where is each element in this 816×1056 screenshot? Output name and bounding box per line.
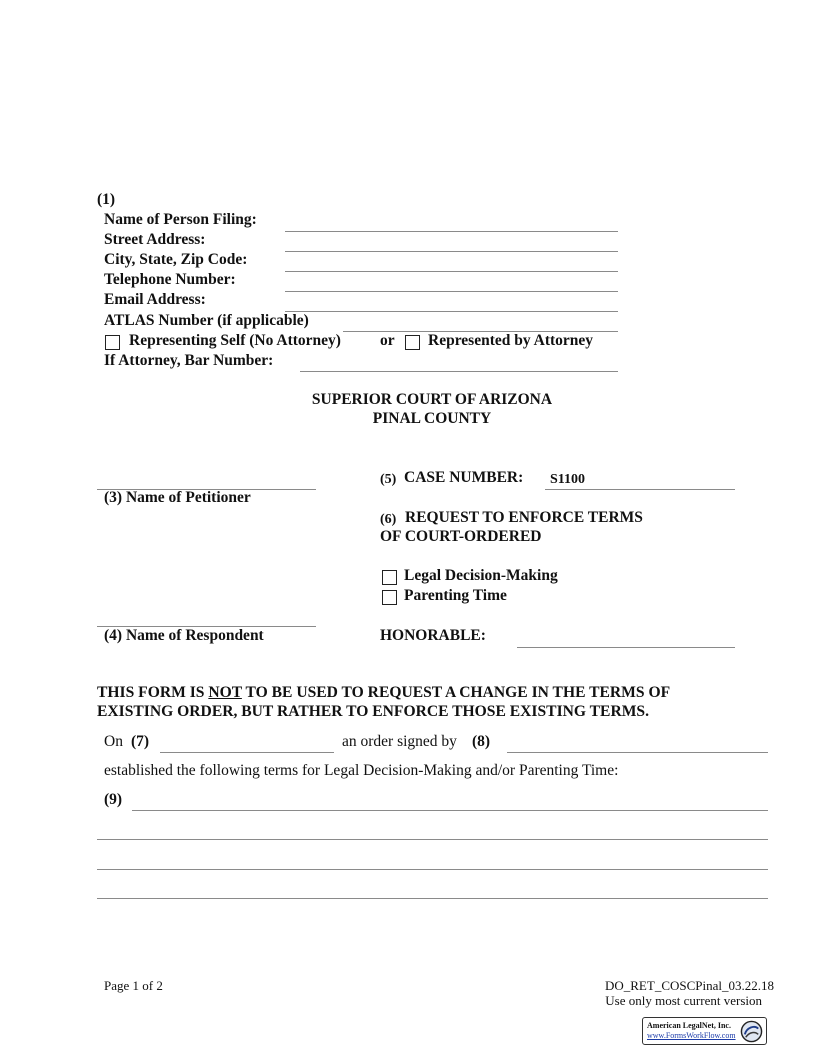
item-9: (9) xyxy=(104,791,123,808)
bar-label: If Attorney, Bar Number: xyxy=(104,352,274,369)
item-8: (8) xyxy=(472,733,491,750)
bar-field[interactable] xyxy=(300,371,618,372)
globe-icon xyxy=(740,1020,763,1043)
petitioner-label: (3) Name of Petitioner xyxy=(104,489,251,506)
case-number-label: CASE NUMBER: xyxy=(404,469,524,486)
phone-field[interactable] xyxy=(285,291,618,292)
ldm-checkbox[interactable] xyxy=(382,570,397,585)
atlas-label: ATLAS Number (if applicable) xyxy=(104,312,309,329)
city-field[interactable] xyxy=(285,271,618,272)
notice-not: NOT xyxy=(208,684,242,701)
self-checkbox[interactable] xyxy=(105,335,120,350)
item-number-1: (1) xyxy=(97,191,116,208)
case-number-num: (5) xyxy=(380,472,397,487)
email-field[interactable] xyxy=(285,311,618,312)
version-note: Use only most current version xyxy=(605,993,762,1008)
street-label: Street Address: xyxy=(104,231,206,248)
notice-line1 xyxy=(97,684,670,702)
city-label: City, State, Zip Code: xyxy=(104,251,248,268)
honorable-field[interactable] xyxy=(517,647,735,648)
attorney-label: Represented by Attorney xyxy=(428,332,594,349)
pt-label: Parenting Time xyxy=(404,587,507,604)
terms-line-3[interactable] xyxy=(97,869,768,870)
court-county: PINAL COUNTY xyxy=(372,410,492,427)
self-label: Representing Self (No Attorney) xyxy=(129,332,341,349)
notice-part2: TO BE USED TO REQUEST A CHANGE IN THE TERMS OF xyxy=(241,684,671,701)
respondent-label: (4) Name of Respondent xyxy=(104,627,264,644)
case-number-value[interactable]: S1100 xyxy=(550,472,586,487)
order-date-field[interactable] xyxy=(160,752,334,753)
item-7: (7) xyxy=(131,733,150,750)
ldm-label: Legal Decision-Making xyxy=(404,567,558,584)
pt-checkbox[interactable] xyxy=(382,590,397,605)
street-field[interactable] xyxy=(285,251,618,252)
case-number-field xyxy=(545,489,735,490)
american-legalnet-logo[interactable] xyxy=(642,1017,767,1045)
logo-company: American LegalNet, Inc. xyxy=(647,1021,731,1030)
name-label: Name of Person Filing: xyxy=(104,211,257,228)
request-title-line2: OF COURT-ORDERED xyxy=(380,528,542,545)
form-code: DO_RET_COSCPinal_03.22.18 xyxy=(604,978,774,993)
terms-line-2[interactable] xyxy=(97,839,768,840)
on-text: On xyxy=(104,733,123,750)
phone-label: Telephone Number: xyxy=(104,271,236,288)
request-title-line1: REQUEST TO ENFORCE TERMS xyxy=(405,509,643,526)
email-label: Email Address: xyxy=(104,291,206,308)
terms-line-4[interactable] xyxy=(97,898,768,899)
court-name: SUPERIOR COURT OF ARIZONA xyxy=(311,391,553,408)
or-text: or xyxy=(380,332,395,349)
notice-line2: EXISTING ORDER, BUT RATHER TO ENFORCE THOSE EXISTING TERMS. xyxy=(97,703,649,720)
judge-name-field[interactable] xyxy=(507,752,768,753)
name-field[interactable] xyxy=(285,231,618,232)
notice-part1: THIS FORM IS xyxy=(97,684,209,701)
request-num: (6) xyxy=(380,512,397,527)
page-number: Page 1 of 2 xyxy=(104,978,163,993)
established-text: established the following terms for Legal Decision-Making and/or Parenting Time: xyxy=(104,762,619,779)
terms-line-1[interactable] xyxy=(132,810,768,811)
honorable-label: HONORABLE: xyxy=(380,627,486,644)
logo-url[interactable]: www.FormsWorkFlow.com xyxy=(647,1031,736,1040)
attorney-checkbox[interactable] xyxy=(405,335,420,350)
signed-text: an order signed by xyxy=(342,733,457,750)
